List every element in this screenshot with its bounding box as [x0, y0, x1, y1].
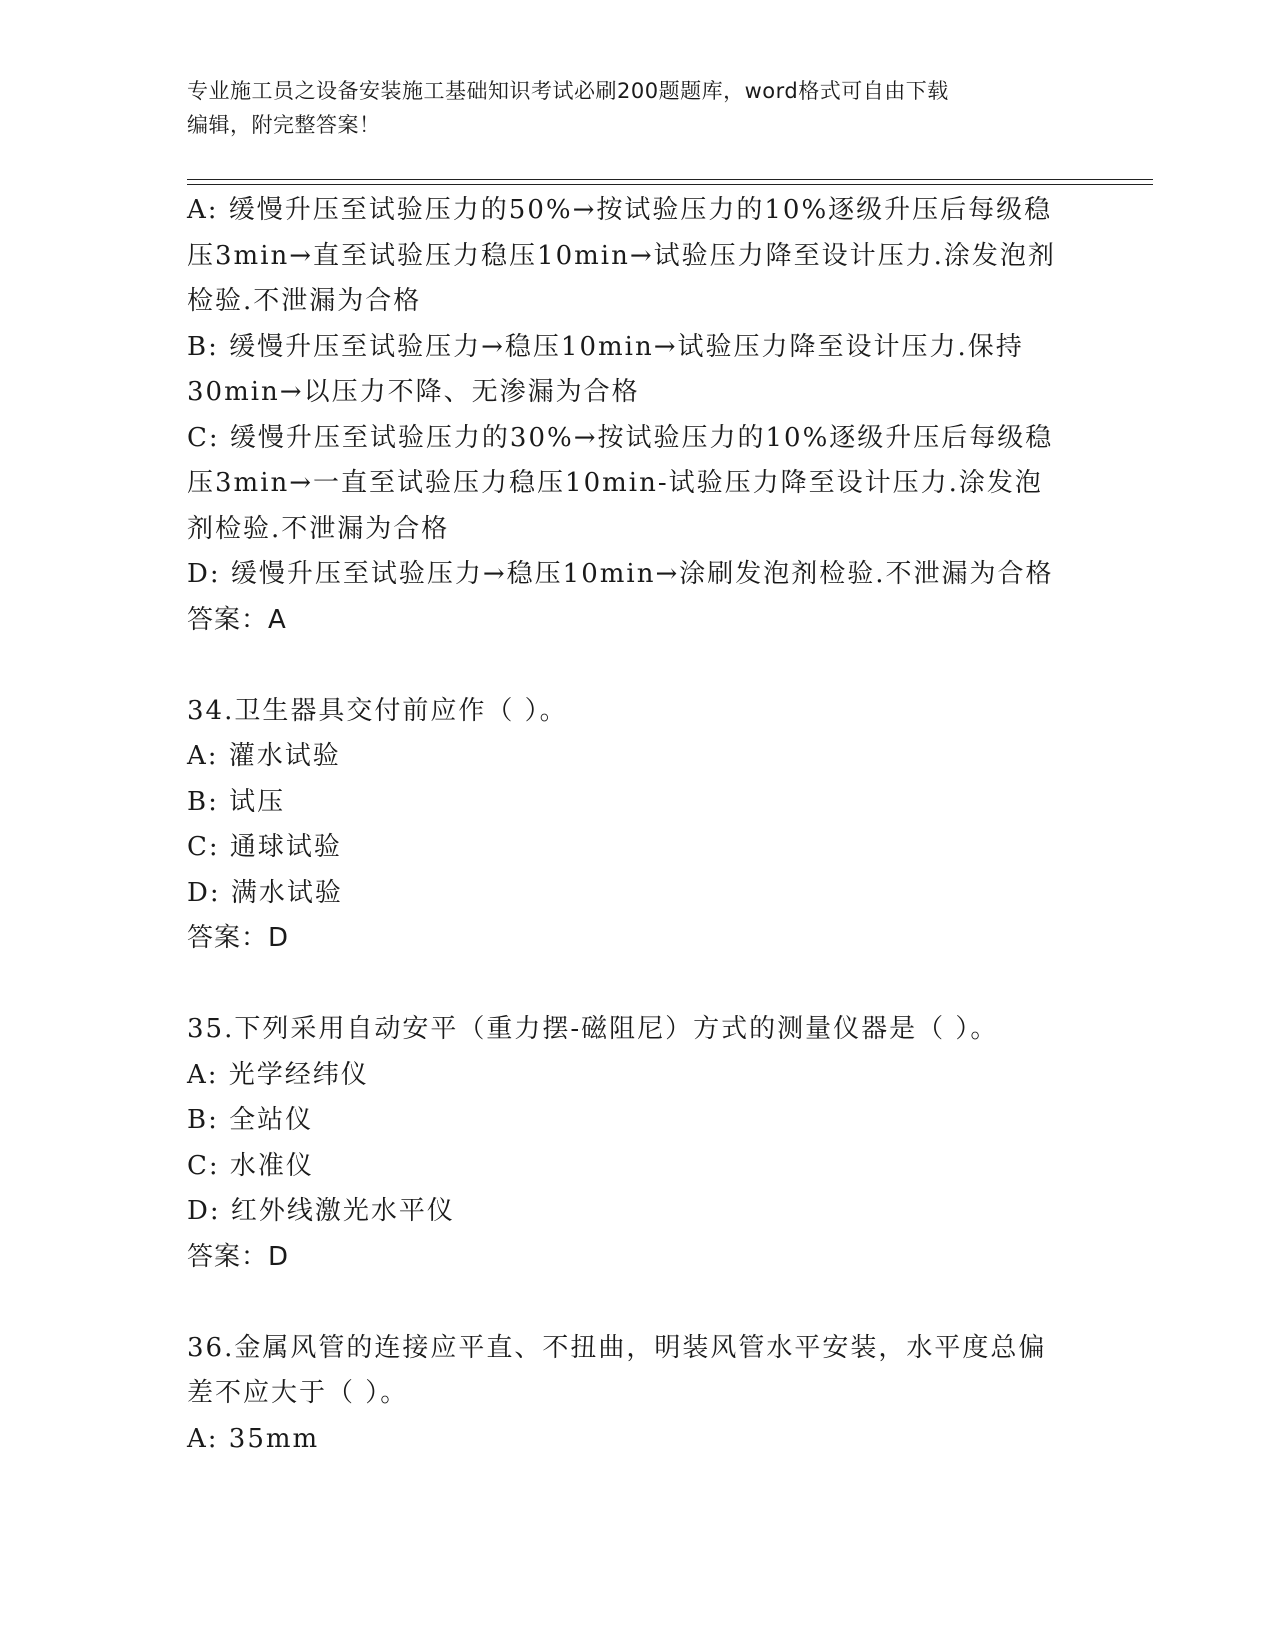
q35-option-b: B: 全站仪	[187, 1105, 314, 1135]
header-line-1: 专业施工员之设备安装施工基础知识考试必刷200题题库，word格式可自由下载	[187, 79, 949, 103]
q35-answer: 答案：D	[187, 1241, 290, 1272]
q35-option-c: C: 水准仪	[187, 1150, 314, 1181]
q35-option-d: D: 红外线激光水平仪	[187, 1196, 455, 1226]
q34-option-c: C: 通球试验	[187, 832, 342, 862]
q35-question: 35.下列采用自动安平（重力摆-磁阻尼）方式的测量仪器是（ ）。	[187, 1014, 999, 1044]
header-line-2: 编辑，附完整答案！	[187, 113, 381, 137]
q35-option-a: A: 光学经纬仪	[187, 1059, 369, 1090]
q34-option-a: A: 灌水试验	[187, 741, 341, 771]
q36-question-line-1: 36.金属风管的连接应平直、不扭曲，明装风管水平安装，水平度总偏	[187, 1332, 1047, 1363]
q34-option-d: D: 满水试验	[187, 877, 343, 908]
spacer	[187, 643, 1147, 689]
question-34-block	[187, 689, 1147, 962]
question-content	[187, 188, 1147, 1462]
q34-option-b: B: 试压	[187, 786, 286, 817]
question-36-block	[187, 1326, 1147, 1463]
q36-option-a: A: 35mm	[187, 1423, 320, 1454]
spacer	[187, 962, 1147, 1008]
q34-question: 34.卫生器具交付前应作（ ）。	[187, 695, 568, 726]
q33-option-c-line-1: C: 缓慢升压至试验压力的30%→按试验压力的10%逐级升压后每级稳	[187, 422, 1054, 453]
q33-option-c-line-3: 剂检验.不泄漏为合格	[187, 513, 450, 544]
question-33-block	[187, 188, 1147, 643]
q33-answer: 答案：A	[187, 604, 287, 635]
q33-option-d-line-1: D: 缓慢升压至试验压力→稳压10min→涂刷发泡剂检验.不泄漏为合格	[187, 559, 1054, 589]
header-divider-top	[187, 179, 1153, 180]
q36-question-line-2: 差不应大于（ ）。	[187, 1378, 409, 1408]
question-35-block	[187, 1007, 1147, 1280]
q33-option-c-line-2: 压3min→一直至试验压力稳压10min-试验压力降至设计压力.涂发泡	[187, 468, 1043, 498]
document-header	[187, 74, 1087, 142]
header-divider-bottom	[187, 184, 1153, 185]
q33-option-b-line-1: B: 缓慢升压至试验压力→稳压10min→试验压力降至设计压力.保持	[187, 331, 1024, 362]
q33-option-a-line-2: 压3min→直至试验压力稳压10min→试验压力降至设计压力.涂发泡剂	[187, 240, 1056, 271]
q33-option-b-line-2: 30min→以压力不降、无渗漏为合格	[187, 377, 640, 407]
q34-answer: 答案：D	[187, 923, 290, 953]
spacer	[187, 1280, 1147, 1326]
q33-option-a-line-1: A: 缓慢升压至试验压力的50%→按试验压力的10%逐级升压后每级稳	[187, 195, 1053, 225]
q33-option-a-line-3: 检验.不泄漏为合格	[187, 286, 422, 316]
